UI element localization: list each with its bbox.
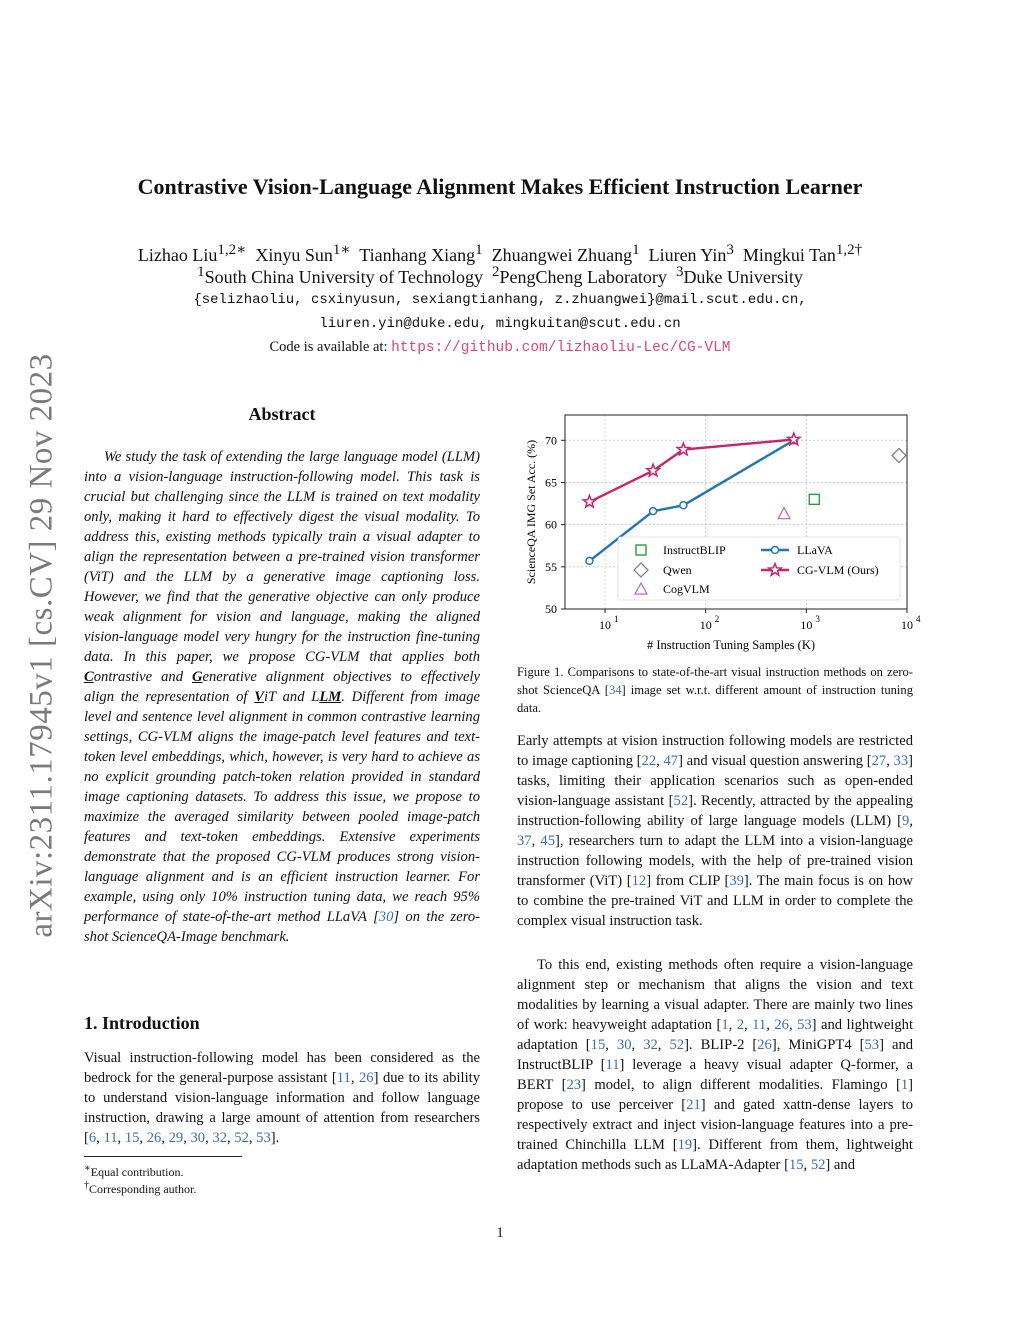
llava-point [586,557,593,564]
footnote-rule [84,1156,242,1157]
abstract-text: We study the task of extending the large language model (LLM) into a vision-language instruction-following model. This task is crucial but challenging since the LLM is trained on text modality only, making it hard to effectively digest the visual modality. To address this, existing methods typically train a visual adapter to align the representation between a pre-trained vision transformer (ViT) and the LLM by a generative image captioning loss. However, we find that the generative objective can only produce weak alignment for vision and language, making the aligned vision-language model very hungry for the instruction fine-tuning data. In this paper, we propose CG-VLM that applies both [84,449,480,665]
body-text: ]. Recently, attracted by the appealing instruction-following ability of large language models (LLM) [ [517,793,914,829]
abstract-text: iT and L [263,689,320,705]
llava-point [680,502,687,509]
footnote-symbol: ∗ [84,1163,91,1174]
citation-link[interactable]: 30 [378,909,394,925]
x-tick-label: 10 [800,618,813,632]
citation-link[interactable]: 15 [590,1037,606,1053]
citation-link[interactable]: 11 [752,1017,767,1033]
body-text: ] tasks, limiting their application scenarios such as open-ended vision-language assistant [ [517,753,914,809]
affil-sup: 2 [491,264,500,280]
intro-heading: 1. Introduction [84,1013,200,1033]
legend-label-cg-vlm-ours: CG-VLM (Ours) [797,563,879,577]
abstract-text: . Different from image level and sentence level alignment in common contrastive learning settings, CG-VLM aligns the image-patch level features and text-token level embeddings, which, however, is very hard to achieve as no explicit grounding patch-token relation provided in standard image captioning datasets. To address this issue, we propose to maximize the averaged similarity between pooled image-patch features and text-token embeddings. Extensive experiments demonstrate that the proposed CG-VLM produces strong vision-language alignment and is an efficient instruction learner. For example, using only 10% instruction tuning data, we reach 95% performance of state-of-the-art method LLaVA [ [84,689,481,925]
emails-line-1: {selizhaoliu, csxinyusun, sexiangtianhang, z.zhuangwei}@mail.scut.edu.cn, [193,292,807,308]
body-text: ]. Different from them, lightweight adaptation methods such as LLaMA-Adapter [ [517,1137,913,1173]
citation-link[interactable]: 26 [146,1130,162,1146]
body-text: Early attempts at vision instruction following models are restricted to image captioning [ [517,733,913,769]
figure-caption [517,663,913,717]
abstract-heading: Abstract [248,404,316,424]
body-text: ] from CLIP [ [646,873,730,889]
citation-link[interactable]: 32 [643,1037,658,1053]
author-name: Xinyu Sun [255,245,333,265]
citation-link[interactable]: 52 [234,1130,249,1146]
y-tick-label: 50 [545,602,557,616]
citation-link[interactable]: 9 [902,813,910,829]
citation-link[interactable]: 53 [256,1130,271,1146]
citation-link[interactable]: 26 [757,1037,772,1053]
code-availability [0,339,1000,356]
author-sup: 1∗ [332,242,351,258]
qwen-point [892,448,906,462]
citation-link[interactable]: 1 [900,1077,909,1093]
paper-title: Contrastive Vision-Language Alignment Makes Efficient Instruction Learner [137,174,863,199]
citation-link[interactable]: 1 [721,1017,729,1033]
body-text: ] and InstructBLIP [ [517,1037,914,1073]
arxiv-id: arXiv:2311.17945v1 [cs.CV] 29 Nov 2023 [23,352,60,938]
footnote-text: Equal contribution. [90,1165,184,1179]
x-tick-exponent: 1 [614,614,619,624]
cg-vlm-ours-point [583,495,595,507]
instructblip-point [809,494,819,504]
citation-link[interactable]: 15 [124,1130,140,1146]
legend-label-qwen: Qwen [663,563,692,577]
body-text: To this end, existing methods often require a vision-language alignment step or mechanism that aligns the vision and text modalities by learning a visual adapter. There are mainly two lines of work: heavyweight adaptation [ [517,957,913,1033]
citation-link[interactable]: 23 [566,1077,582,1093]
right-paragraph-2: To this end, existing methods often require a vision-language alignment step or mechanism that aligns the vision and text modalities by learning a visual adapter. There are mainly two lines of work: heavyweight adaptation [1, 2, 11, 26, 53] and lightweight adaptation [15, 30, 32, 52]. BLIP-2 [26], MiniGPT4 [53] and InstructBLIP [11] leverage a heavy visual adapter Q-former, a BERT [23] model, to align different modalities. Flamingo [1] propose to use perceiver [21] and gated xattn-dense layers to respectively extract and inject vision-language features into a pre-trained Chinchilla LLM [19]. Different from them, lightweight adaptation methods such as LLaMA-Adapter [15, 52] and [517,957,914,1173]
author-sup: 3 [726,242,734,258]
author-name: Zhuangwei Zhuang [491,245,633,265]
affil-sup: 3 [675,264,684,280]
author-sup: 1,2∗ [217,242,247,258]
citation-link[interactable]: 2 [736,1017,745,1033]
intro-text: ] due to its ability to understand vision-language information and follow language instruction, drawing a large amount of attention from researchers [ [84,1070,480,1146]
x-tick-label: 10 [699,618,712,632]
affil-name: PengCheng Laboratory [499,267,667,287]
chart-legend [618,537,900,600]
caption-text: Figure 1. Comparisons to state-of-the-art visual instruction methods on zero-shot ScienceQA [ [517,665,913,697]
citation-link[interactable]: 11 [103,1130,118,1146]
legend-label-cogvlm: CogVLM [663,582,710,596]
abstract-text: enerative alignment objectives to effectively align the representation of [84,669,480,705]
intro-text: Visual instruction-following model has been considered as the bedrock for the general-purpose assistant [ [84,1050,480,1086]
citation-link[interactable]: 32 [212,1130,227,1146]
x-tick-label: 10 [599,618,612,632]
cogvlm-point [778,508,790,519]
code-label: Code is available at: [269,339,388,355]
x-tick-exponent: 4 [916,614,921,624]
arxiv-stamp [16,345,68,945]
footnote-corresponding [84,1178,384,1197]
author-name: Mingkui Tan [742,245,836,265]
citation-link[interactable]: 30 [190,1130,206,1146]
citation-link[interactable]: 45 [540,833,555,849]
abstract-v: V [254,689,264,705]
citation-link[interactable]: 52 [810,1157,826,1173]
y-tick-label: 60 [545,517,557,532]
citation-link[interactable]: 11 [336,1070,351,1086]
citation-link[interactable]: 21 [686,1097,701,1113]
body-text: ], MiniGPT4 [ [771,1037,865,1053]
body-text: ] and visual question answering [ [678,753,872,769]
body-text: ] leverage a heavy visual adapter Q-former, a BERT [ [517,1057,914,1093]
citation-link[interactable]: 26 [774,1017,789,1033]
citation-link[interactable]: 15 [788,1157,804,1173]
citation-link[interactable]: 53 [797,1017,812,1033]
footnote-text: Corresponding author. [89,1182,197,1196]
code-link[interactable]: https://github.com/lizhaoliu-Lec/CG-VLM [391,340,731,356]
llava-point [650,508,657,515]
y-axis-label: ScienceQA IMG Set Acc. (%) [524,439,538,585]
citation-link[interactable]: 29 [168,1130,184,1146]
affiliation-list [0,264,1000,288]
intro-text: ]. [270,1130,280,1146]
author-sup: 1 [632,242,640,258]
affil-sup: 1 [197,264,205,280]
citation-link[interactable]: 26 [358,1070,374,1086]
author-name: Lizhao Liu [137,245,218,265]
citation-link[interactable]: 52 [673,793,689,809]
caption-text: ] image set w.r.t. different amount of instruction tuning data. [517,683,913,715]
body-text: ] and gated xattn-dense layers to respectively extract and inject vision-language features into a pre-trained Chinchilla LLM [ [517,1097,913,1153]
y-tick-label: 70 [545,433,557,448]
citation-link[interactable]: 47 [663,753,679,769]
abstract-text: ontrastive and [93,669,192,685]
intro-paragraph: Visual instruction-following model has been considered as the bedrock for the general-purpose assistant [11, 26] due to its ability to understand vision-language information and follow language instruction, drawing a large amount of attention from researchers [6, 11, 15, 26, 29, 30, 32, 52, 53]. [84,1050,480,1146]
footnote-symbol: † [84,1180,89,1191]
figure-1-chart [515,400,921,660]
affil-name: South China University of Technology [204,267,483,287]
x-tick-exponent: 2 [714,614,720,624]
citation-link[interactable]: 39 [729,873,744,889]
citation-link[interactable]: 34 [608,683,622,697]
citation-link[interactable]: 11 [605,1057,620,1073]
author-sup: 1 [475,242,483,258]
citation-link[interactable]: 27 [871,753,887,769]
citation-link[interactable]: 37 [517,833,532,849]
emails-line-2: liuren.yin@duke.edu, mingkuitan@scut.edu.cn [319,316,681,332]
body-text: ] and [825,1157,856,1173]
body-text: ], researchers turn to adapt the LLM into a vision-language instruction following models, with the help of pre-trained vision transformer (ViT) [ [517,833,913,889]
citation-link[interactable]: 52 [669,1037,685,1053]
body-text: ] model, to align different modalities. Flamingo [ [581,1077,901,1093]
x-axis-label: # Instruction Tuning Samples (K) [646,638,816,652]
citation-link[interactable]: 12 [631,873,647,889]
body-text: ]. BLIP-2 [ [684,1037,758,1053]
x-tick-exponent: 3 [815,614,820,624]
abstract-c: C [84,669,94,685]
citation-link[interactable]: 33 [893,753,909,769]
author-name: Liuren Yin [648,245,727,265]
citation-link[interactable]: 22 [641,753,657,769]
author-sup: 1,2† [835,242,863,258]
affil-name: Duke University [683,267,803,287]
cg-vlm-ours-line [590,440,794,502]
citation-link[interactable]: 19 [677,1137,693,1153]
x-tick-label: 10 [901,618,913,632]
legend-label-instructblip: InstructBLIP [663,543,726,557]
right-paragraph-1: Early attempts at vision instruction following models are restricted to image captioning [22, 47] and visual question answering [27, 33] tasks, limiting their application scenarios such as open-ended vision-language assistant [52]. Recently, attracted by the appealing instruction-following ability of large language models (LLM) [9, 37, 45], researchers turn to adapt the LLM into a vision-language instruction following models, with the help of pre-trained vision transformer (ViT) [12] from CLIP [39]. The main focus is on how to combine the pre-trained ViT and LLM in order to complete the complex visual instruction task. [517,733,914,929]
body-text: ] and lightweight adaptation [ [517,1017,914,1053]
citation-link[interactable]: 6 [88,1130,97,1146]
citation-link[interactable]: 30 [616,1037,632,1053]
legend-label-llava: LLaVA [797,543,833,557]
body-text: ]. The main focus is on how to combine the pre-trained ViT and LLM in order to complete the complex visual instruction task. [517,873,913,929]
y-tick-label: 65 [545,475,557,490]
abstract-text: ] on the zero-shot ScienceQA-Image benchmark. [84,909,481,945]
abstract-lm: LM [319,689,342,705]
y-tick-label: 55 [545,559,557,574]
citation-link[interactable]: 53 [864,1037,880,1053]
abstract-g: G [191,669,203,685]
page-number: 1 [496,1225,504,1241]
body-text: ] propose to use perceiver [ [517,1077,913,1113]
author-list [0,240,1000,266]
abstract-body [84,447,480,947]
author-name: Tianhang Xiang [359,245,476,265]
legend-marker-llava [772,547,779,554]
